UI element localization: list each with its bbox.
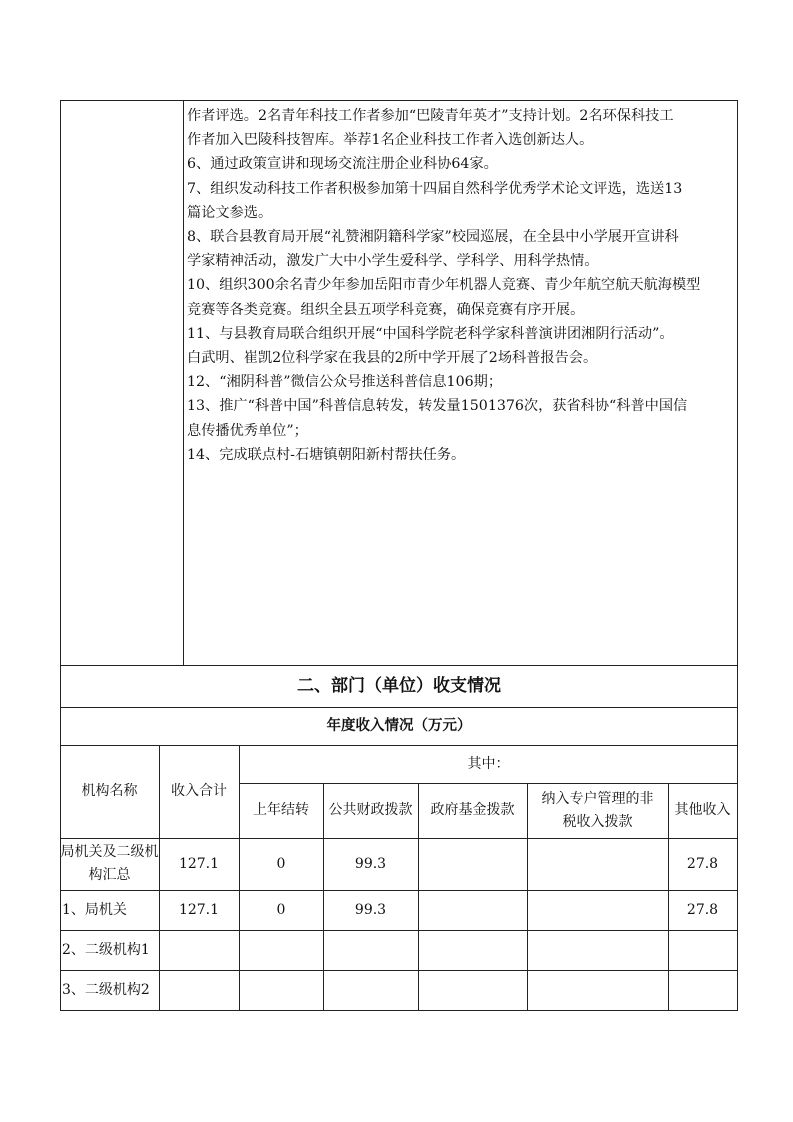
cell-non-tax: [527, 890, 668, 930]
cell-name: 局机关及二级机构汇总: [60, 844, 159, 883]
header-of-which: 其中：: [467, 755, 510, 772]
header-total: 收入合计: [171, 783, 227, 799]
text-line: 竞赛等各类竞赛。组织全县五项学科竞赛，确保竞赛有序开展。: [187, 301, 585, 318]
header-org-name: 机构名称: [81, 783, 138, 799]
text-line: 作者加入巴陵科技智库。举荐1名企业科技工作者入选创新达人。: [187, 132, 594, 149]
cell-other: 27.8: [686, 901, 719, 918]
cell-non-tax: [527, 970, 668, 1011]
cell-name: 1、局机关: [62, 901, 127, 918]
cell-other: 27.8: [686, 855, 719, 872]
text-line: 8、联合县教育局开展“礼赞湘阴籍科学家”校园巡展，在全县中小学展开宣讲科: [187, 229, 679, 246]
cell-non-tax: [527, 838, 668, 890]
cell-other: [668, 970, 737, 1011]
cell-total: [159, 970, 239, 1011]
divider: [183, 100, 184, 666]
text-line: 11、与县教育局联合组织开展“中国科学院老科学家科普演讲团湘阴行活动”。: [187, 325, 674, 342]
cell-non-tax: [527, 930, 668, 970]
text-line: 14、完成联点村-石塘镇朝阳新村帮扶任务。: [187, 446, 466, 463]
cell-carryover: 0: [276, 901, 286, 918]
cell-public-finance: 99.3: [354, 855, 387, 872]
section-title: 二、部门（单位）收支情况: [297, 676, 501, 696]
text-line: 息传播优秀单位”；: [187, 422, 308, 439]
text-line: 篇论文参选。: [187, 204, 273, 221]
cell-total: 127.1: [178, 901, 220, 918]
cell-carryover: [239, 930, 323, 970]
work-summary-text: [187, 104, 735, 467]
cell-carryover: [239, 970, 323, 1011]
cell-name: 2、二级机构1: [62, 941, 150, 958]
cell-other: [668, 930, 737, 970]
text-line: 作者评选。2名青年科技工作者参加“巴陵青年英才”支持计划。2名环保科技工: [187, 108, 674, 124]
header-public-finance: 公共财政拨款: [328, 802, 413, 818]
header-carryover: 上年结转: [253, 802, 309, 818]
cell-public-finance: [323, 970, 418, 1011]
text-line: 12、“湘阴科普”微信公众号推送科普信息106期；: [187, 374, 503, 391]
header-gov-fund: 政府基金拨款: [430, 802, 515, 818]
cell-gov-fund: [418, 838, 527, 890]
cell-public-finance: [323, 930, 418, 970]
income-title: 年度收入情况（万元）: [326, 718, 472, 734]
text-line: 13、推广“科普中国”科普信息转发，转发量1501376次，获省科协“科普中国信: [187, 398, 688, 415]
text-line: 白武明、崔凯2位科学家在我县的2所中学开展了2场科普报告会。: [187, 350, 598, 367]
cell-gov-fund: [418, 890, 527, 930]
cell-carryover: 0: [276, 855, 286, 872]
cell-total: [159, 930, 239, 970]
cell-total: 127.1: [178, 855, 220, 872]
text-line: 7、组织发动科技工作者积极参加第十四届自然科学优秀学术论文评选，选送13: [187, 180, 683, 197]
cell-gov-fund: [418, 970, 527, 1011]
cell-public-finance: 99.3: [354, 901, 387, 918]
cell-name: 3、二级机构2: [62, 982, 150, 998]
header-other: 其他收入: [674, 802, 731, 818]
header-non-tax: 纳入专户管理的非税收入拨款: [541, 790, 654, 830]
text-line: 学家精神活动，激发广大中小学生爱科学、学科学、用科学热情。: [187, 253, 599, 270]
cell-gov-fund: [418, 930, 527, 970]
text-line: 10、组织300余名青少年参加岳阳市青少年机器人竞赛、青少年航空航天航海模型: [187, 277, 701, 294]
text-line: 6、通过政策宣讲和现场交流注册企业科协64家。: [187, 156, 498, 173]
